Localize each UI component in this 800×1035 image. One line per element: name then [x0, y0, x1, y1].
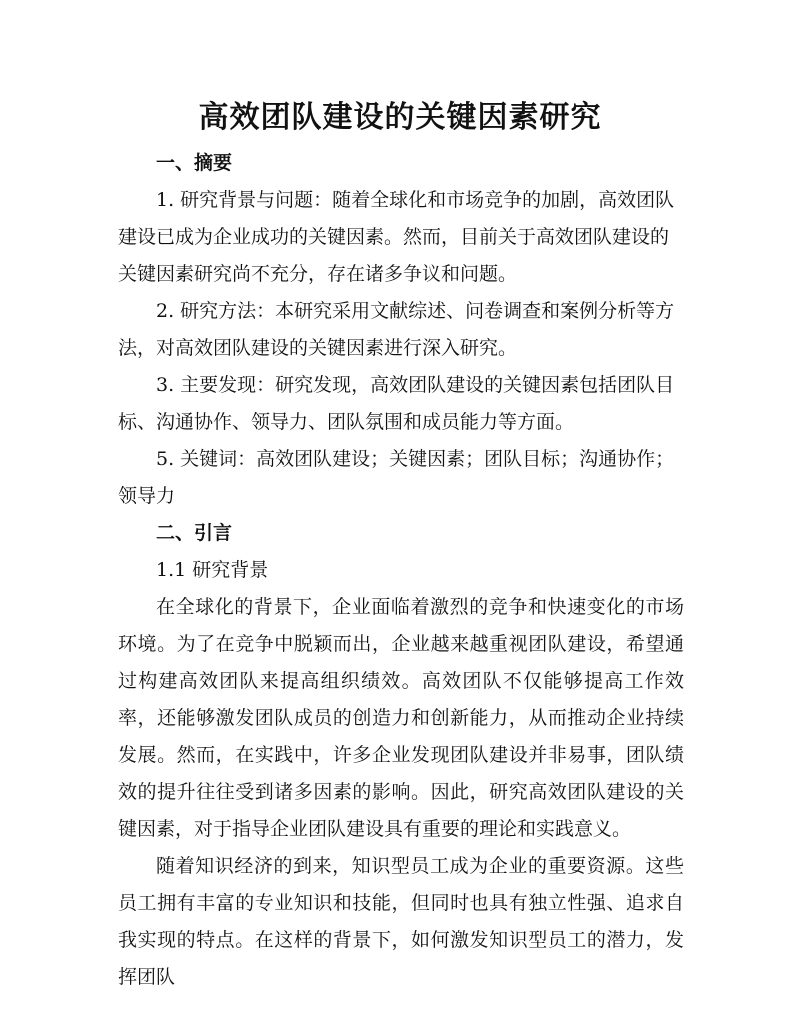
introduction-heading: 二、引言 — [156, 522, 233, 544]
abstract-method-paragraph: 2. 研究方法：本研究采用文献综述、问卷调查和案例分析等方法，对高效团队建设的关键因素进行深入研究。 — [118, 300, 675, 359]
abstract-background-paragraph: 1. 研究背景与问题：随着全球化和市场竞争的加剧，高效团队建设已成为企业成功的关键因素。然而，目前关于高效团队建设的关键因素研究尚不充分，存在诸多争议和问题。 — [118, 189, 675, 285]
abstract-findings-paragraph: 3. 主要发现：研究发现，高效团队建设的关键因素包括团队目标、沟通协作、领导力、团队氛围和成员能力等方面。 — [118, 374, 675, 433]
document-body — [118, 145, 684, 996]
research-background-subheading: 1.1 研究背景 — [156, 559, 269, 581]
introduction-paragraph-1: 在全球化的背景下，企业面临着激烈的竞争和快速变化的市场环境。为了在竞争中脱颖而出，企业越来越重视团队建设，希望通过构建高效团队来提高组织绩效。高效团队不仅能够提高工作效率，还能够激发团队成员的创造力和创新能力，从而推动企业持续发展。然而，在实践中，许多企业发现团队建设并非易事，团队绩效的提升往往受到诸多因素的影响。因此，研究高效团队建设的关键因素，对于指导企业团队建设具有重要的理论和实践意义。 — [118, 596, 684, 840]
abstract-heading: 一、摘要 — [156, 152, 233, 174]
abstract-keywords-paragraph: 5. 关键词：高效团队建设；关键因素；团队目标；沟通协作；领导力 — [118, 448, 675, 507]
introduction-paragraph-2: 随着知识经济的到来，知识型员工成为企业的重要资源。这些员工拥有丰富的专业知识和技能，但同时也具有独立性强、追求自我实现的特点。在这样的背景下，如何激发知识型员工的潜力，发挥团队 — [118, 855, 684, 988]
document-title: 高效团队建设的关键因素研究 — [198, 100, 602, 135]
